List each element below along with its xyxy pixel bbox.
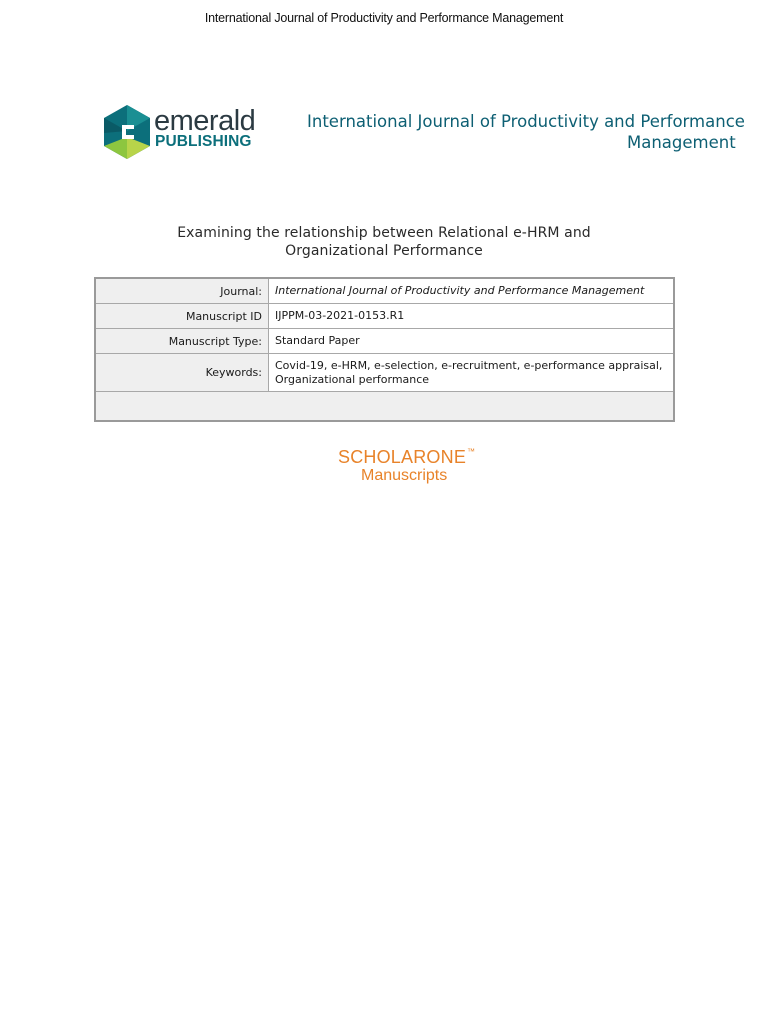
paper-title-line1: Examining the relationship between Relational e-HRM and [177, 225, 591, 241]
banner-journal-line1: International Journal of Productivity and Performance [307, 112, 745, 131]
scholarone-one: ONE [426, 447, 467, 467]
journal-banner [104, 103, 745, 163]
keywords-line2: Organizational performance [275, 372, 430, 386]
keywords-label: Keywords: [95, 354, 269, 392]
table-row-empty [95, 392, 674, 422]
manuscript-id-value: IJPPM-03-2021-0153.R1 [269, 304, 675, 329]
banner-journal-line2: Management [627, 133, 736, 152]
table-row [95, 354, 674, 392]
manuscript-type-label: Manuscript Type: [95, 329, 269, 354]
paper-title-line2: Organizational Performance [285, 243, 483, 259]
table-row [95, 304, 674, 329]
paper-title [94, 224, 674, 260]
empty-cell [95, 392, 674, 422]
emerald-logo-icon [104, 105, 150, 159]
table-row [95, 278, 674, 304]
banner-journal-title [307, 111, 745, 153]
scholarone-scholar: SCHOLAR [338, 447, 427, 467]
keywords-line1: Covid-19, e-HRM, e-selection, e-recruitment, e-performance appraisal, [275, 358, 663, 372]
manuscript-type-value: Standard Paper [269, 329, 675, 354]
logo-wordmark: emerald [154, 105, 256, 137]
trademark-symbol: ™ [467, 447, 476, 456]
scholarone-manuscripts: Manuscripts [361, 467, 448, 484]
keywords-value [269, 354, 675, 392]
journal-value: International Journal of Productivity and Performance Management [269, 278, 675, 304]
running-header: International Journal of Productivity and Performance Management [204, 11, 564, 25]
logo-subtitle: PUBLISHING [155, 133, 252, 150]
table-row [95, 329, 674, 354]
manuscript-id-label: Manuscript ID [95, 304, 269, 329]
scholarone-logo [338, 447, 475, 468]
journal-label: Journal: [95, 278, 269, 304]
manuscript-metadata-table [94, 277, 675, 422]
